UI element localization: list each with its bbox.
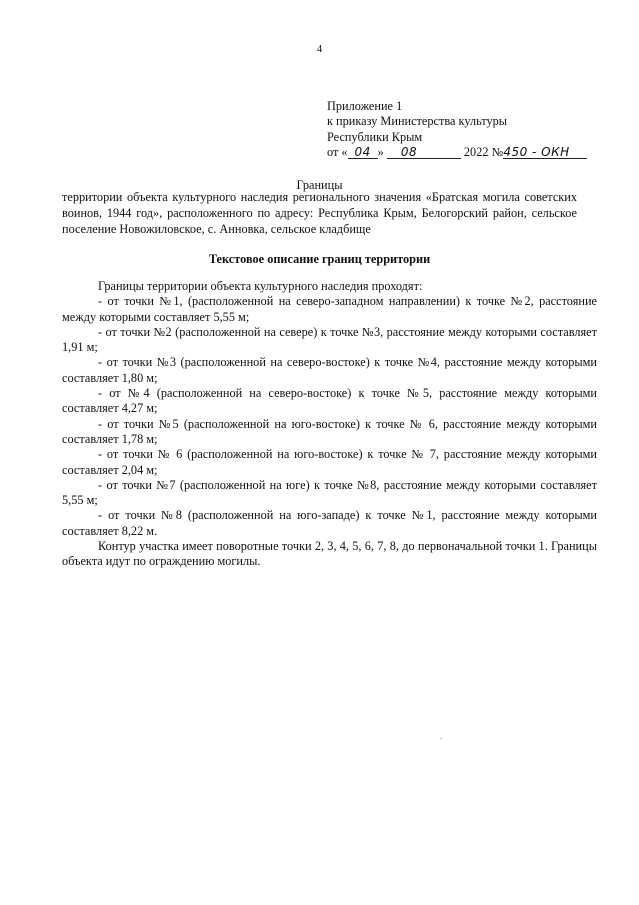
paragraph-point-4: - от №4 (расположенной на северо-востоке) к точке №5, расстояние между которыми составляет 4,27 м;: [62, 386, 597, 416]
date-year: 2022 №: [463, 145, 504, 160]
date-prefix: от «: [327, 145, 348, 160]
appendix-line-3: Республики Крым: [327, 129, 423, 144]
boundary-description: [62, 279, 597, 570]
paragraph-contour: Контур участка имеет поворотные точки 2, 3, 4, 5, 6, 7, 8, до первоначальной точки 1. Границы объекта идут по ограждению могилы.: [62, 539, 597, 569]
handwritten-day: 04: [348, 147, 378, 159]
page-number: 4: [316, 43, 323, 55]
paragraph-point-1: - от точки №1, (расположенной на северо-западном направлении) к точке №2, расстояние между которыми составляет 5,55 м;: [62, 294, 597, 324]
appendix-date-line: [327, 145, 607, 160]
appendix-line-2: к приказу Министерства культуры: [327, 114, 508, 129]
paragraph-point-2: - от точки №2 (расположенной на севере) к точке №3, расстояние между которыми составляет 1,91 м;: [62, 324, 597, 355]
appendix-line-1: Приложение 1: [327, 99, 403, 113]
paragraph-point-7: - от точки №7 (расположенной на юге) к точке №8, расстояние между которыми составляет 5,55 м;: [62, 477, 597, 508]
paragraph-point-5: - от точки №5 (расположенной на юго-востоке) к точке № 6, расстояние между которыми составляет 1,78 м;: [62, 416, 597, 446]
paragraph-point-3: - от точки №3 (расположенной на северо-востоке) к точке №4, расстояние между которыми составляет 1,80 м;: [62, 355, 597, 385]
section-title: Текстовое описание границ территории: [208, 252, 431, 266]
paragraph-point-8: - от точки №8 (расположенной на юго-западе) к точке №1, расстояние между которыми составляет 8,22 м.: [62, 508, 597, 538]
appendix-block: [327, 99, 607, 161]
handwritten-month: 08: [387, 147, 461, 159]
scan-speck: [440, 738, 442, 739]
object-description: территории объекта культурного наследия регионального значения «Братская могила советских воинов, 1944 год», расположенного по адресу: Республика Крым, Белогорский район, сельское поселение Новожиловское, с. Анновка, сельское кладбище: [62, 190, 577, 236]
paragraph-point-6: - от точки № 6 (расположенной на юго-востоке) к точке № 7, расстояние между которыми составляет 2,04 м;: [62, 447, 597, 477]
paragraph-intro: Границы территории объекта культурного наследия проходят:: [98, 279, 423, 293]
handwritten-order-number: 450 - ОКН: [503, 147, 587, 159]
document-heading: Границы: [296, 178, 343, 192]
date-mid: »: [377, 145, 384, 160]
